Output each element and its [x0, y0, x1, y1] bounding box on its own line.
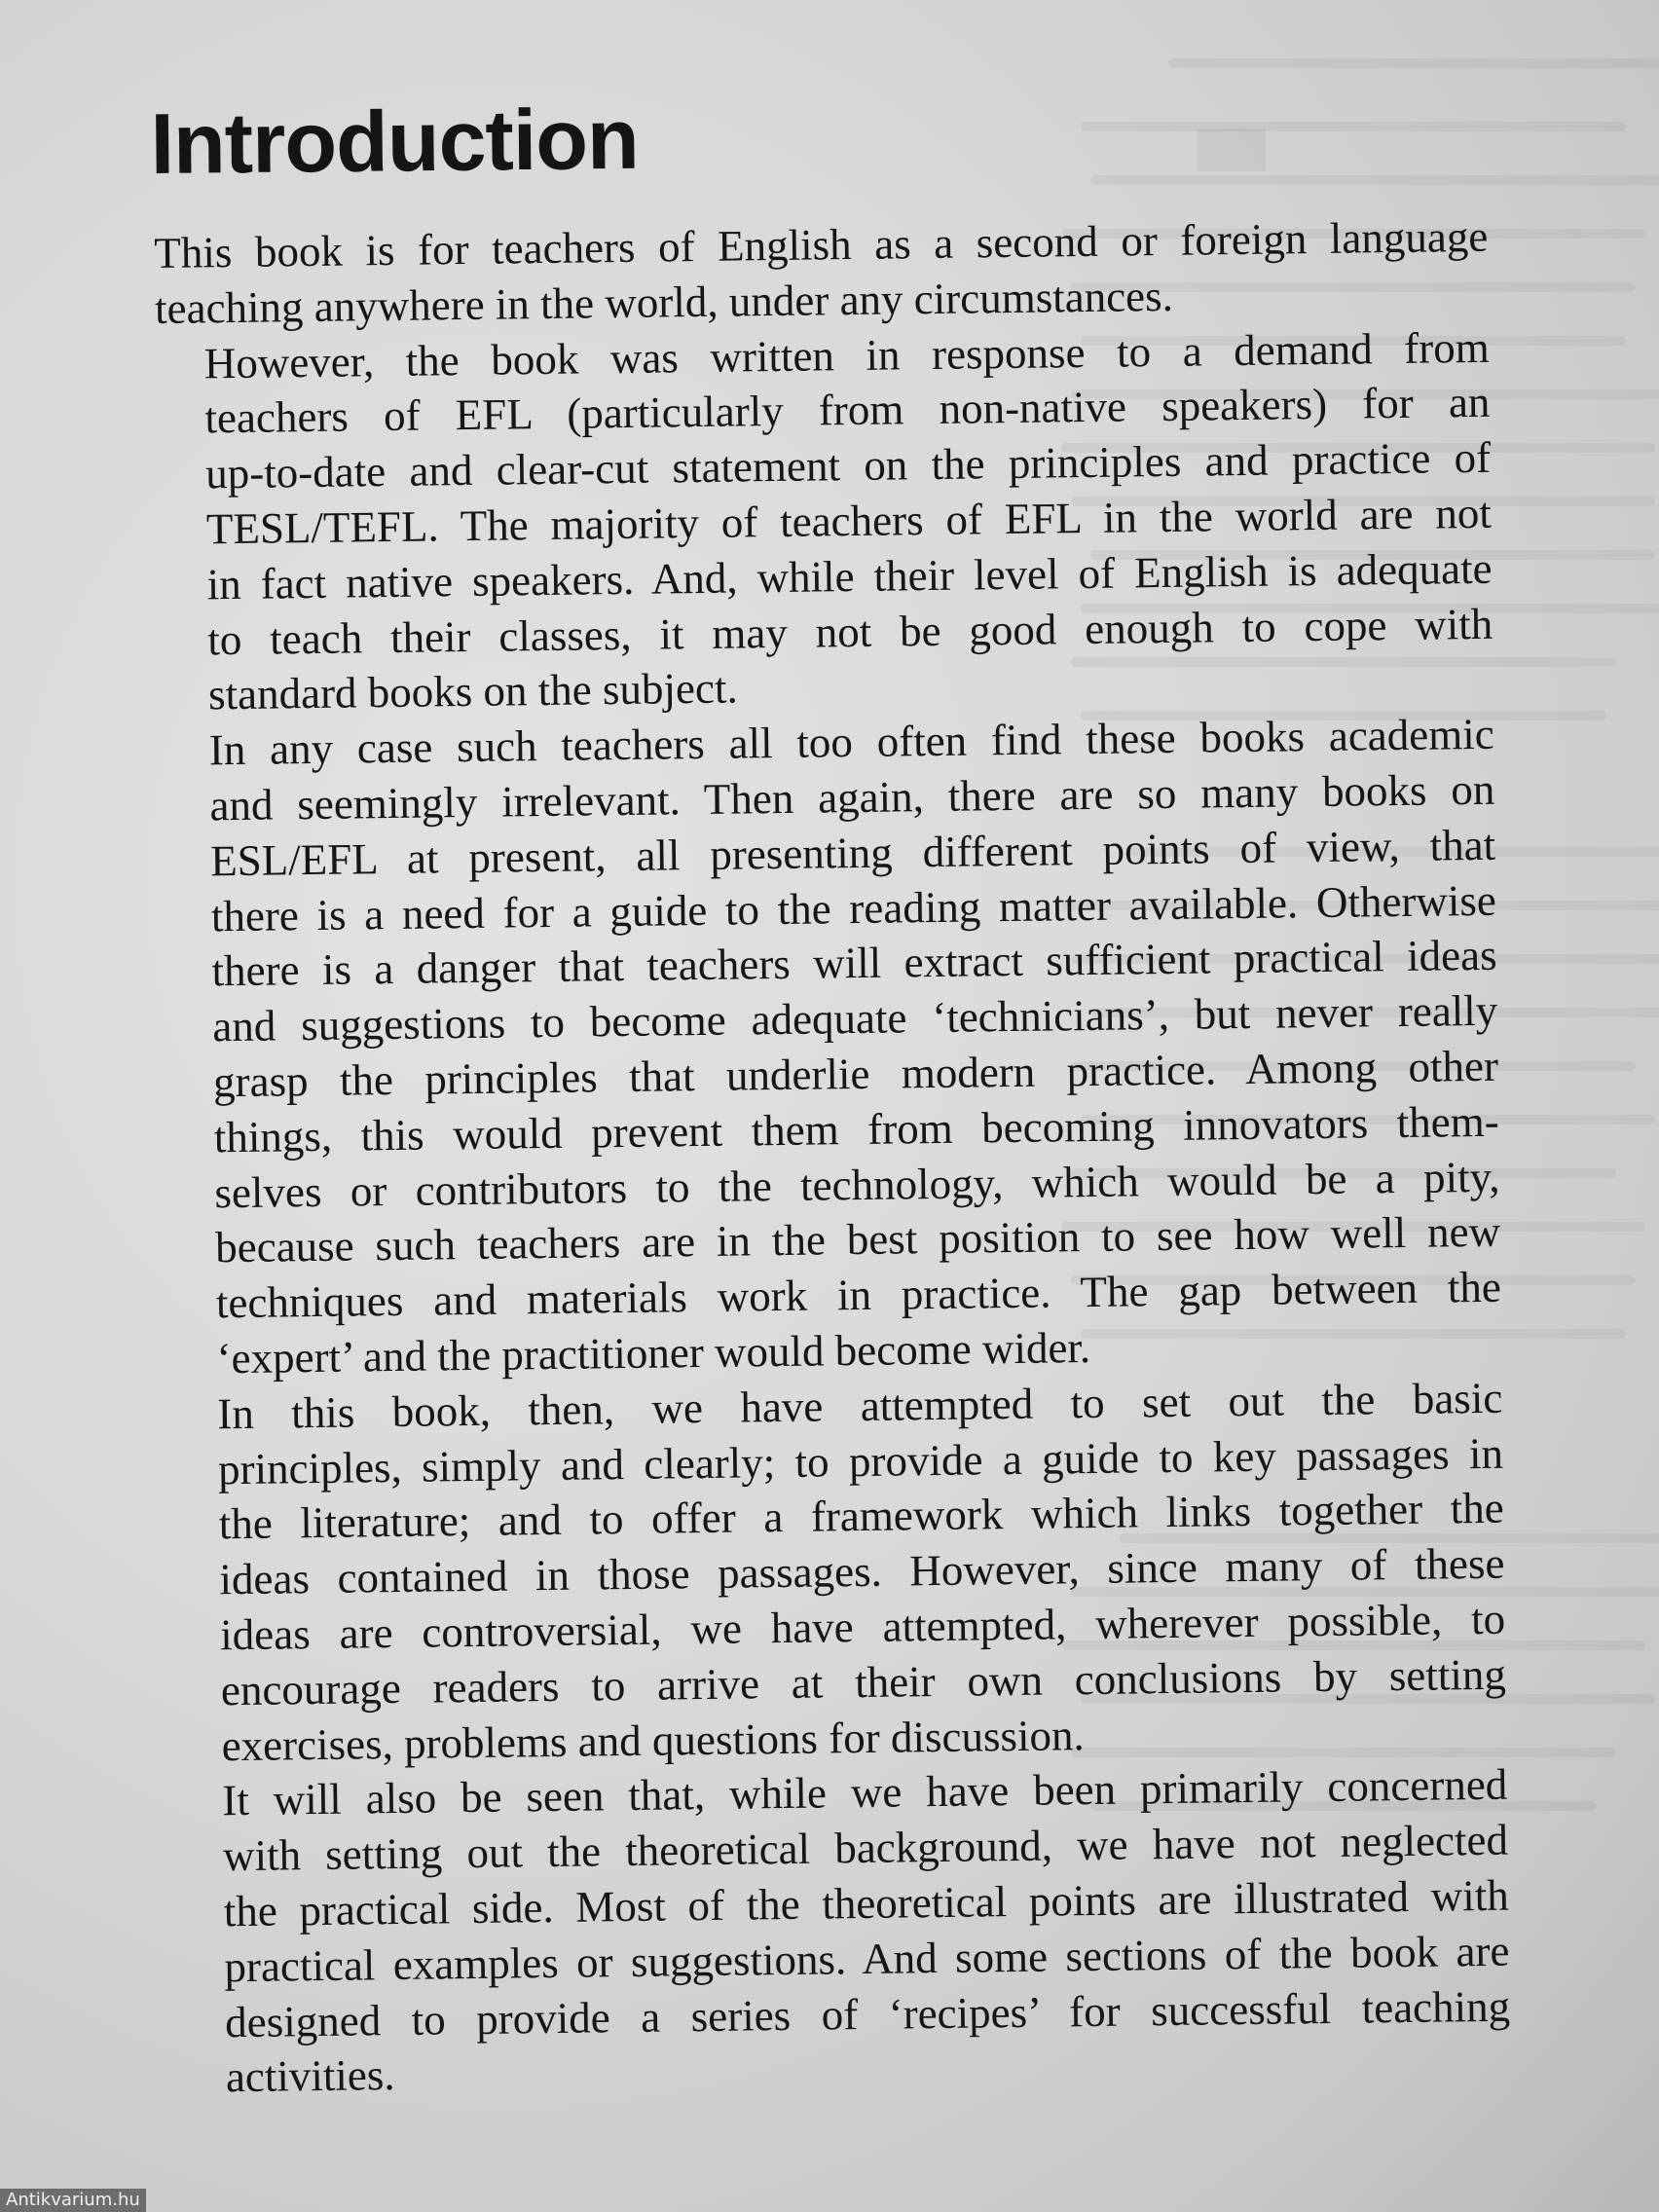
text-line: ideas are controversial, we have attempted, wherever possible, to [219, 1594, 1506, 1660]
text-line: up-to-date and clear-cut statement on the principles and practice of [204, 432, 1492, 498]
text-line: ‘expert’ and the practitioner would become wider. [216, 1322, 1091, 1383]
text-line: there is a danger that teachers will extract sufficient practical ideas [211, 931, 1497, 996]
paragraph [173, 1757, 1511, 2106]
text-line: selves or contributors to the technology, which would be a pity, [214, 1152, 1500, 1217]
text-line: principles, simply and clearly; to provide a guide to key passages in [217, 1428, 1504, 1493]
text-line: grasp the principles that underlie modern practice. Among other [212, 1041, 1499, 1107]
text-line: teachers of EFL (particularly from non-native speakers) for an [204, 378, 1491, 443]
body-text [154, 209, 1511, 2106]
text-line: in fact native speakers. And, while their level of English is adequate [206, 543, 1493, 609]
page-title: Introduction [150, 90, 640, 192]
text-line: things, this would prevent them from becoming innovators them- [213, 1096, 1499, 1162]
text-line: techniques and materials work in practice. The gap between the [215, 1262, 1502, 1328]
text-line: the practical side. Most of the theoretical points are illustrated with [223, 1870, 1509, 1936]
text-line: with setting out the theoretical background, we have not neglected [222, 1815, 1509, 1881]
paragraph [155, 319, 1493, 723]
text-line: there is a need for a guide to the reading matter available. Otherwise [210, 875, 1497, 940]
text-line: because such teachers are in the best position to see how well new [214, 1207, 1501, 1272]
text-line: the literature; and to offer a framework which links together the [218, 1484, 1504, 1549]
text-line: designed to provide a series of ‘recipes’ for successful teaching [224, 1981, 1511, 2046]
text-line: and suggestions to become adequate ‘technicians’, but never really [212, 985, 1498, 1051]
text-line: In any case such teachers all too often find these books academic [208, 709, 1494, 775]
text-line: encourage readers to arrive at their own conclusions by setting [220, 1649, 1507, 1714]
text-line: ESL/EFL at present, all presenting different points of view, that [209, 820, 1496, 886]
text-line: TESL/TEFL. The majority of teachers of EFL in the world are not [205, 488, 1493, 554]
text-line: It will also be seen that, while we have been primarily concerned [222, 1759, 1508, 1825]
text-line: to teach their classes, it may not be good enough to cope with [207, 599, 1493, 664]
text-line: ideas contained in those passages. However, since many of these [219, 1538, 1505, 1604]
paragraph [168, 1370, 1507, 1774]
watermark: Antikvarium.hu [0, 2189, 146, 2212]
text-line: activities. [225, 2050, 395, 2102]
text-line: In this book, then, we have attempted to set out the basic [217, 1373, 1503, 1439]
text-line: standard books on the subject. [207, 663, 738, 719]
text-line: and seemingly irrelevant. Then again, there are so many books on [209, 764, 1495, 830]
paragraph [154, 209, 1489, 337]
text-line: exercises, problems and questions for discussion. [221, 1710, 1085, 1770]
text-line: teaching anywhere in the world, under any circumstances. [154, 271, 1174, 333]
paragraph [160, 707, 1501, 1387]
text-line: However, the book was written in response to a demand from [203, 322, 1490, 387]
text-line: This book is for teachers of English as a second or foreign language [154, 211, 1489, 277]
text-line: practical examples or suggestions. And some sections of the book are [224, 1926, 1510, 1991]
